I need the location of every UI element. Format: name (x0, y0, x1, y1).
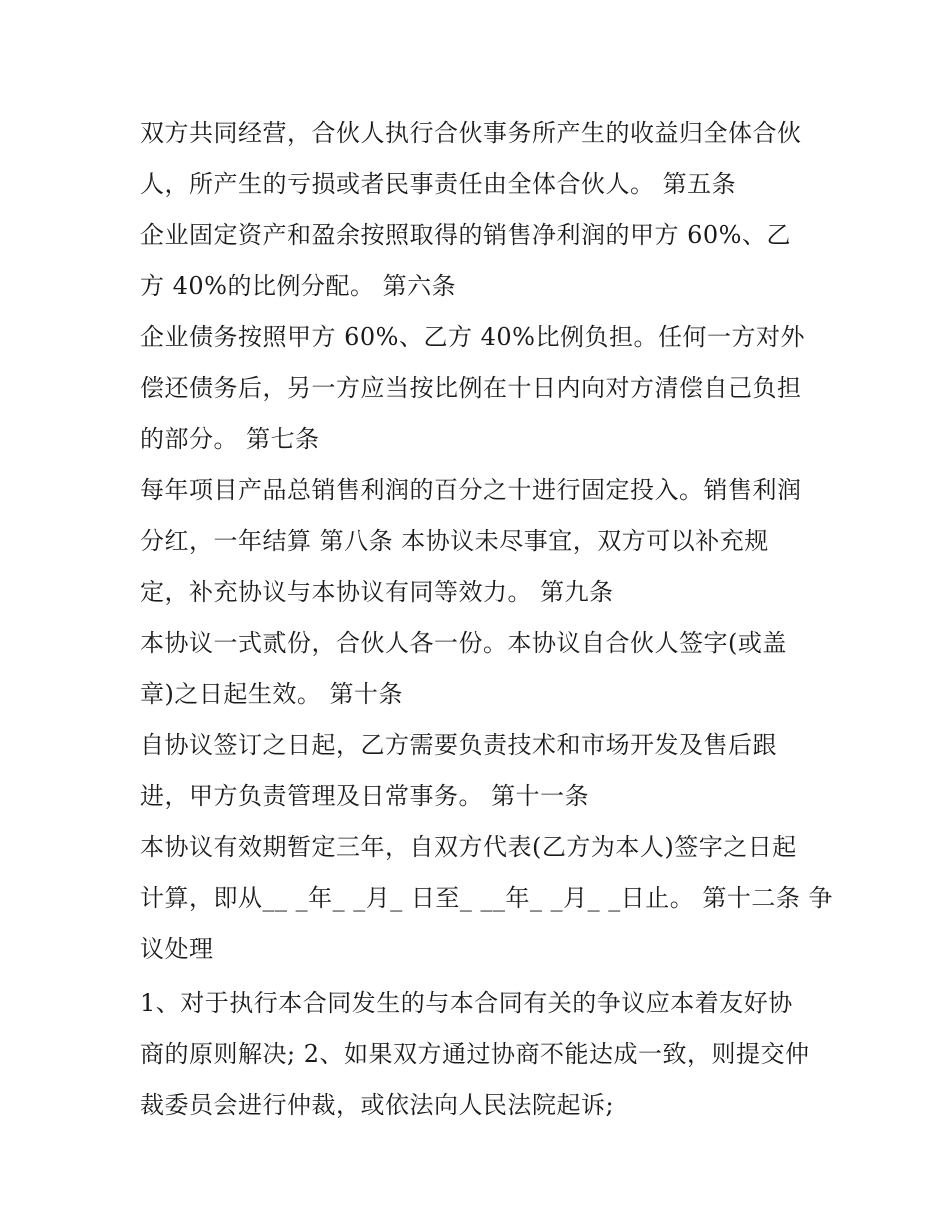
text-line: 方 40%的比例分配。 第六条 (140, 272, 457, 300)
text-line: 章)之日起生效。 第十条 (140, 680, 403, 708)
text-line: 本协议有效期暂定三年，自双方代表(乙方为本人)签字之日起 (140, 833, 797, 861)
text-line: 商的原则解决; 2、如果双方通过协商不能达成一致，则提交仲 (140, 1040, 810, 1068)
text-line: 议处理 (140, 935, 214, 963)
text-line: 本协议一式贰份，合伙人各一份。本协议自合伙人签字(或盖 (140, 629, 787, 657)
text-line: 自协议签订之日起，乙方需要负责技术和市场开发及售后跟 (140, 731, 777, 759)
text-line: 企业债务按照甲方 60%、乙方 40%比例负担。任何一方对外 (140, 323, 805, 351)
text-line: 偿还债务后，另一方应当按比例在十日内向对方清偿自己负担 (140, 374, 802, 402)
document-body (140, 108, 834, 1131)
text-line: 进，甲方负责管理及日常事务。 第十一条 (140, 782, 590, 810)
text-line: 的部分。 第七条 (140, 425, 320, 453)
text-line: 人，所产生的亏损或者民事责任由全体合伙人。 第五条 (140, 170, 737, 198)
text-line: 每年项目产品总销售利润的百分之十进行固定投入。销售利润 (140, 476, 802, 504)
text-line: 企业固定资产和盈余按照取得的销售净利润的甲方 60%、乙 (140, 221, 791, 249)
text-line: 计算，即从__ _年_ _月_ 日至_ __年_ _月_ _日止。 第十二条 争 (140, 884, 834, 912)
text-line: 裁委员会进行仲裁，或依法向人民法院起诉; (140, 1091, 615, 1119)
text-line: 1、对于执行本合同发生的与本合同有关的争议应本着友好协 (140, 989, 793, 1017)
text-line: 分红，一年结算 第八条 本协议未尽事宜，双方可以补充规 (140, 527, 769, 555)
text-line: 定，补充协议与本协议有同等效力。 第九条 (140, 578, 614, 606)
text-line: 双方共同经营，合伙人执行合伙事务所产生的收益归全体合伙 (140, 119, 802, 147)
